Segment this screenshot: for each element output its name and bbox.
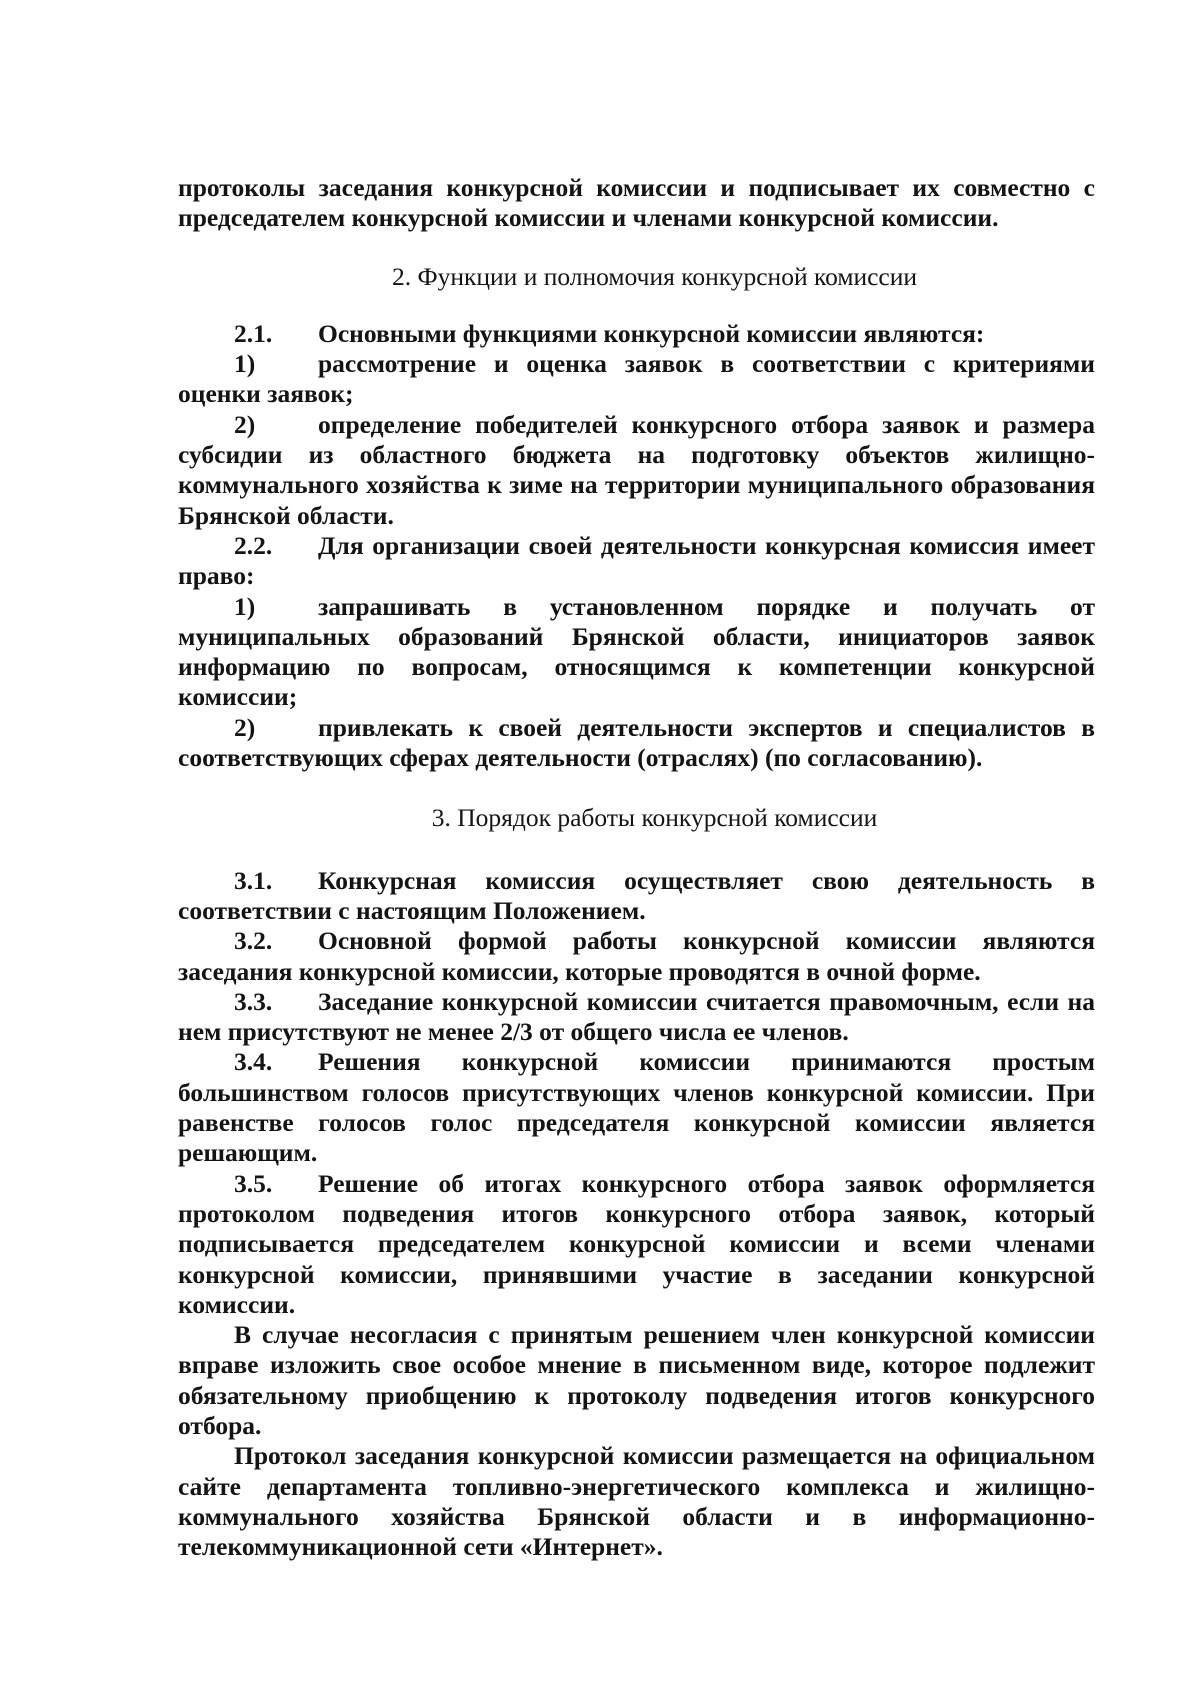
clause-text: Для организации своей деятельности конкурсная комиссия имеет право: bbox=[178, 530, 1095, 591]
clause-number: 3.3. bbox=[234, 986, 273, 1016]
clause-2-1-2 bbox=[178, 410, 1095, 531]
clause-number: 1) bbox=[234, 349, 256, 379]
clause-number: 3.2. bbox=[234, 926, 273, 956]
clause-number: 2.1. bbox=[234, 318, 273, 348]
clause-text: Решение об итогах конкурсного отбора заявок оформляется протоколом подведения итогов конкурсного отбора заявок, который подписывается председателем конкурсной комиссии и всеми членами конкурсной комиссии, принявшими участие в заседании конкурсной комиссии. bbox=[178, 1168, 1095, 1319]
clause-text: Основными функциями конкурсной комиссии являются: bbox=[318, 318, 985, 348]
clause-text: определение победителей конкурсного отбора заявок и размера субсидии из областного бюджета на подготовку объектов жилищно-коммунального хозяйства к зиме на территории муниципального образования Брянской области. bbox=[178, 409, 1095, 530]
clause-text: Основной формой работы конкурсной комиссии являются заседания конкурсной комиссии, которые проводятся в очной форме. bbox=[178, 926, 1095, 986]
clause-2-1 bbox=[178, 319, 1095, 349]
section-3-heading: 3. Порядок работы конкурсной комиссии bbox=[431, 803, 878, 833]
clause-text: Конкурсная комиссия осуществляет свою деятельность в соответствии с настоящим Положением. bbox=[178, 865, 1095, 925]
clause-3-5 bbox=[178, 1169, 1095, 1320]
clause-number: 2) bbox=[234, 409, 256, 439]
clause-2-1-1 bbox=[178, 349, 1095, 410]
clause-3-1 bbox=[178, 866, 1095, 927]
clause-text: запрашивать в установленном порядке и получать от муниципальных образований Брянской области, инициаторов заявок информацию по вопросам, относящимся к компетенции конкурсной комиссии; bbox=[178, 591, 1095, 712]
clause-2-2-2 bbox=[178, 713, 1095, 774]
document-body bbox=[178, 173, 1095, 1562]
clause-number: 2.2. bbox=[234, 530, 273, 560]
clause-2-2-1 bbox=[178, 592, 1095, 713]
clause-2-2 bbox=[178, 531, 1095, 592]
clause-text: Решения конкурсной комиссии принимаются простым большинством голосов присутствующих членов конкурсной комиссии. При равенстве голосов голос председателя конкурсной комиссии является решающим. bbox=[178, 1047, 1095, 1168]
clause-number: 3.1. bbox=[234, 865, 273, 895]
clause-3-2 bbox=[178, 926, 1095, 987]
clause-number: 3.5. bbox=[234, 1168, 273, 1198]
section-2-heading: 2. Функции и полномочия конкурсной комиссии bbox=[391, 261, 918, 291]
clause-3-4 bbox=[178, 1047, 1095, 1168]
clause-number: 2) bbox=[234, 712, 256, 742]
clause-number: 3.4. bbox=[234, 1047, 273, 1077]
clause-text: рассмотрение и оценка заявок в соответствии с критериями оценки заявок; bbox=[178, 349, 1095, 409]
publication-paragraph: Протокол заседания конкурсной комиссии размещается на официальном сайте департамента топливно-энергетического комплекса и жилищно-коммунального хозяйства Брянской области и в информационно-телекоммуникационной сети «Интернет». bbox=[178, 1441, 1095, 1562]
clause-text: Заседание конкурсной комиссии считается правомочным, если на нем присутствуют не менее 2/3 от общего числа ее членов. bbox=[178, 986, 1095, 1047]
intro-paragraph: протоколы заседания конкурсной комиссии и подписывает их совместно с председателем конкурсной комиссии и членами конкурсной комиссии. bbox=[178, 173, 1095, 233]
clause-text: привлекать к своей деятельности экспертов и специалистов в соответствующих сферах деятельности (отраслях) (по согласованию). bbox=[178, 712, 1095, 773]
dissent-paragraph: В случае несогласия с принятым решением член конкурсной комиссии вправе изложить свое особое мнение в письменном виде, которое подлежит обязательному приобщению к протоколу подведения итогов конкурсного отбора. bbox=[178, 1320, 1095, 1440]
clause-number: 1) bbox=[234, 591, 256, 621]
clause-3-3 bbox=[178, 987, 1095, 1048]
